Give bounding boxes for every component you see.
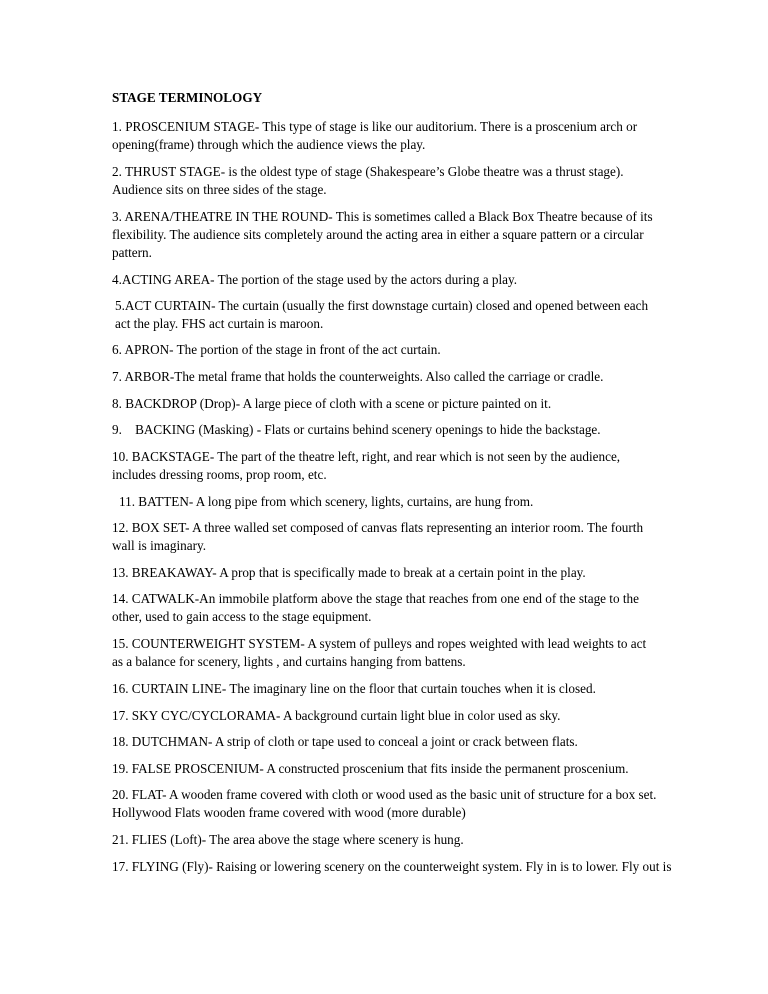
- term-entry-dutchman: 18. DUTCHMAN- A strip of cloth or tape used to conceal a joint or crack between flats.: [112, 734, 578, 749]
- term-entry-breakaway: 13. BREAKAWAY- A prop that is specifically made to break at a certain point in the play.: [112, 565, 586, 580]
- term-entry-catwalk: 14. CATWALK-An immobile platform above the stage that reaches from one end of the stage to the other, used to gain access to the stage equipment.: [112, 591, 639, 624]
- term-entry-arena-theatre: 3. ARENA/THEATRE IN THE ROUND- This is sometimes called a Black Box Theatre because of its flexibility. The audience sits completely around the acting area in either a square pattern or a circular pattern.: [112, 209, 653, 260]
- term-entry-curtain-line: 16. CURTAIN LINE- The imaginary line on the floor that curtain touches when it is closed.: [112, 681, 596, 696]
- term-entry-false-proscenium: 19. FALSE PROSCENIUM- A constructed proscenium that fits inside the permanent proscenium.: [112, 761, 629, 776]
- term-entry-batten: 11. BATTEN- A long pipe from which scenery, lights, curtains, are hung from.: [119, 494, 534, 509]
- term-entry-backdrop: 8. BACKDROP (Drop)- A large piece of cloth with a scene or picture painted on it.: [112, 396, 552, 411]
- term-entry-counterweight-system: 15. COUNTERWEIGHT SYSTEM- A system of pulleys and ropes weighted with lead weights to act as a balance for scenery, lights , and curtains hanging from battens.: [112, 636, 647, 669]
- term-entry-flat: 20. FLAT- A wooden frame covered with cloth or wood used as the basic unit of structure for a box set. Hollywood Flats wooden frame covered with wood (more durable): [112, 787, 657, 820]
- document-title: STAGE TERMINOLOGY: [112, 90, 263, 105]
- term-entry-backstage: 10. BACKSTAGE- The part of the theatre left, right, and rear which is not seen by the audience, includes dressing rooms, prop room, etc.: [112, 449, 621, 482]
- term-entry-proscenium-stage: 1. PROSCENIUM STAGE- This type of stage is like our auditorium. There is a proscenium arch or opening(frame) through which the audience views the play.: [112, 119, 638, 152]
- term-entry-backing: 9. BACKING (Masking) - Flats or curtains behind scenery openings to hide the backstage.: [112, 422, 601, 437]
- term-entry-sky-cyc: 17. SKY CYC/CYCLORAMA- A background curtain light blue in color used as sky.: [112, 708, 561, 723]
- term-entry-thrust-stage: 2. THRUST STAGE- is the oldest type of stage (Shakespeare’s Globe theatre was a thrust stage). Audience sits on three sides of the stage.: [112, 164, 624, 197]
- term-entry-flying: 17. FLYING (Fly)- Raising or lowering scenery on the counterweight system. Fly in is to lower. Fly out is: [112, 859, 672, 874]
- term-entry-flies: 21. FLIES (Loft)- The area above the stage where scenery is hung.: [112, 832, 464, 847]
- term-entry-box-set: 12. BOX SET- A three walled set composed of canvas flats representing an interior room. The fourth wall is imaginary.: [112, 520, 644, 553]
- term-entry-apron: 6. APRON- The portion of the stage in front of the act curtain.: [112, 342, 441, 357]
- term-entry-acting-area: 4.ACTING AREA- The portion of the stage used by the actors during a play.: [112, 272, 518, 287]
- term-entry-act-curtain: 5.ACT CURTAIN- The curtain (usually the first downstage curtain) closed and opened between each act the play. FHS act curtain is maroon.: [115, 298, 649, 331]
- term-entry-arbor: 7. ARBOR-The metal frame that holds the counterweights. Also called the carriage or cradle.: [112, 369, 604, 384]
